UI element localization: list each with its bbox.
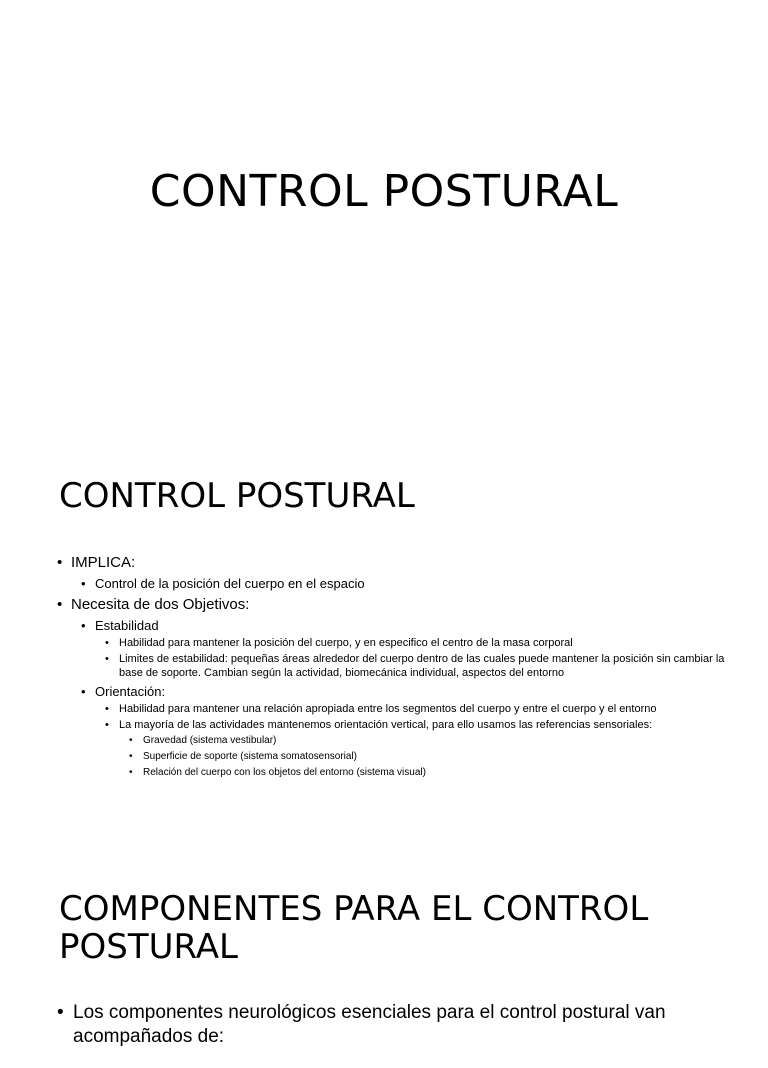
bullet-implica-sub: • Control de la posición del cuerpo en el espacio <box>57 576 737 592</box>
slide-control-postural <box>0 432 768 864</box>
bullet-orientacion-item: • Habilidad para mantener una relación apropiada entre los segmentos del cuerpo y entre el cuerpo y el entorno <box>57 702 737 716</box>
bullet-referencia: • Superficie de soporte (sistema somatosensorial) <box>57 750 737 764</box>
bullet-orientacion: • Orientación: <box>57 684 737 700</box>
bullet-componentes: • Los componentes neurológicos esenciales para el control postural van acompañados de: <box>57 1001 737 1049</box>
bullet-estabilidad-item: • Limites de estabilidad: pequeñas áreas alrededor del cuerpo dentro de las cuales puede mantener la posición sin cambiar la base de soporte. Cambian según la actividad, biomecánica individual, aspectos del entorno <box>57 652 737 680</box>
bullet-list <box>57 550 737 780</box>
slide-title-page <box>0 0 768 432</box>
bullet-list <box>57 982 737 1068</box>
bullet-referencia: • Relación del cuerpo con los objetos del entorno (sistema visual) <box>57 766 737 780</box>
bullet-necesita: • Necesita de dos Objetivos: <box>57 596 737 614</box>
slide-heading: CONTROL POSTURAL <box>59 476 415 516</box>
bullet-orientacion-item: • La mayoría de las actividades mantenemos orientación vertical, para ello usamos las referencias sensoriales: <box>57 718 737 732</box>
bullet-referencia: • Gravedad (sistema vestibular) <box>57 734 737 748</box>
bullet-estabilidad: • Estabilidad <box>57 618 737 634</box>
bullet-estabilidad-item: • Habilidad para mantener la posición del cuerpo, y en especifico el centro de la masa corporal <box>57 636 737 650</box>
slide-heading: COMPONENTES PARA EL CONTROL POSTURAL <box>59 889 649 967</box>
bullet-implica: • IMPLICA: <box>57 554 737 572</box>
slide-componentes <box>0 864 768 1047</box>
main-title: CONTROL POSTURAL <box>149 166 619 217</box>
